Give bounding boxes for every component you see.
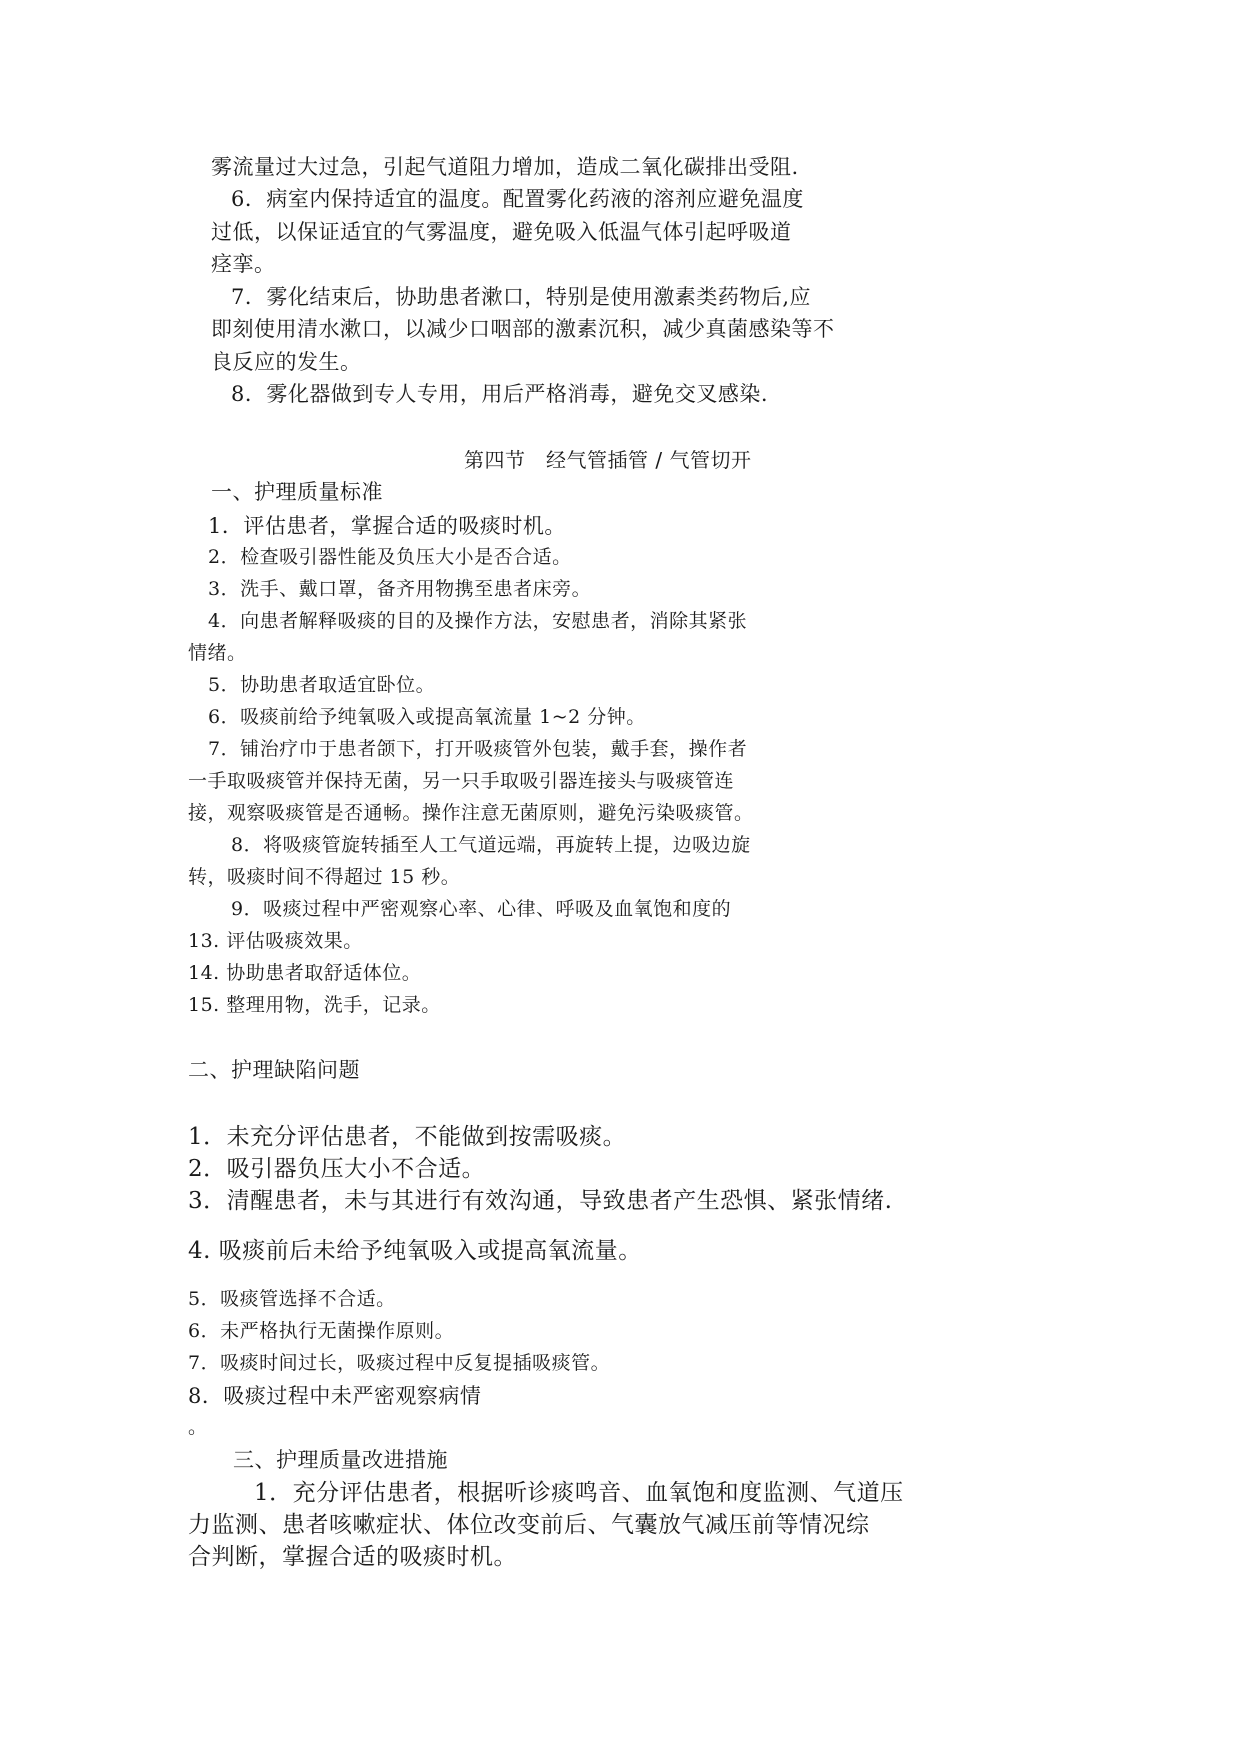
- list-item: 6．吸痰前给予纯氧吸入或提高氧流量 1~2 分钟。: [208, 706, 646, 728]
- list-item: 接，观察吸痰管是否通畅。操作注意无菌原则，避免污染吸痰管。: [188, 802, 754, 824]
- list-item: 1．评估患者，掌握合适的吸痰时机。: [208, 514, 566, 538]
- list-item: 4．向患者解释吸痰的目的及操作方法，安慰患者，消除其紧张: [208, 610, 748, 632]
- text-line: 合判断，掌握合适的吸痰时机。: [188, 1544, 517, 1570]
- list-item: 7．铺治疗巾于患者颌下，打开吸痰管外包装，戴手套，操作者: [208, 738, 748, 760]
- text-line: 8．雾化器做到专人专用，用后严格消毒，避免交叉感染.: [231, 382, 769, 406]
- list-item: 7．吸痰时间过长，吸痰过程中反复提插吸痰管。: [188, 1352, 611, 1374]
- list-item: 6．未严格执行无菌操作原则。: [188, 1320, 455, 1342]
- list-item: 8．吸痰过程中未严密观察病情: [188, 1384, 482, 1408]
- text-line: 痉挛。: [211, 252, 276, 276]
- text-line: 7．雾化结束后，协助患者漱口，特别是使用激素类药物后,应: [231, 285, 812, 309]
- list-item: 9．吸痰过程中严密观察心率、心律、呼吸及血氧饱和度的: [231, 898, 732, 920]
- list-item: 5．协助患者取适宜卧位。: [208, 674, 436, 696]
- text-line: 力监测、患者咳嗽症状、体位改变前后、气囊放气减压前等情况综: [188, 1512, 870, 1538]
- list-item: 情绪。: [188, 642, 247, 664]
- text-line: 1．充分评估患者，根据听诊痰鸣音、血氧饱和度监测、气道压: [254, 1480, 904, 1506]
- list-item: 8．将吸痰管旋转插至人工气道远端，再旋转上提，边吸边旋: [231, 834, 751, 856]
- list-item: 4. 吸痰前后未给予纯氧吸入或提高氧流量。: [188, 1238, 642, 1264]
- list-item: 3．清醒患者，未与其进行有效沟通，导致患者产生恐惧、紧张情绪.: [188, 1188, 893, 1214]
- text-line: 6．病室内保持适宜的温度。配置雾化药液的溶剂应避免温度: [231, 187, 804, 211]
- text-line: 雾流量过大过急，引起气道阻力增加，造成二氧化碳排出受阻.: [211, 155, 799, 179]
- list-item: 一手取吸痰管并保持无菌，另一只手取吸引器连接头与吸痰管连: [188, 770, 735, 792]
- list-item: 。: [188, 1416, 208, 1438]
- list-item: 2．吸引器负压大小不合适。: [188, 1156, 486, 1182]
- list-item: 转，吸痰时间不得超过 15 秒。: [188, 866, 461, 888]
- part1-heading: 一、护理质量标准: [211, 480, 383, 504]
- list-item: 3．洗手、戴口罩，备齐用物携至患者床旁。: [208, 578, 592, 600]
- list-item: 13. 评估吸痰效果。: [188, 930, 363, 952]
- part3-heading: 三、护理质量改进措施: [233, 1448, 448, 1472]
- list-item: 14. 协助患者取舒适体位。: [188, 962, 422, 984]
- list-item: 2．检查吸引器性能及负压大小是否合适。: [208, 546, 572, 568]
- part2-heading: 二、护理缺陷问题: [188, 1058, 360, 1082]
- text-line: 良反应的发生。: [211, 350, 362, 374]
- section-title: 第四节 经气管插管 / 气管切开: [464, 448, 752, 472]
- text-line: 即刻使用清水漱口，以减少口咽部的激素沉积，减少真菌感染等不: [211, 317, 835, 341]
- list-item: 1．未充分评估患者，不能做到按需吸痰。: [188, 1124, 627, 1150]
- list-item: 5．吸痰管选择不合适。: [188, 1288, 396, 1310]
- list-item: 15. 整理用物，洗手，记录。: [188, 994, 441, 1016]
- text-line: 过低，以保证适宜的气雾温度，避免吸入低温气体引起呼吸道: [211, 220, 792, 244]
